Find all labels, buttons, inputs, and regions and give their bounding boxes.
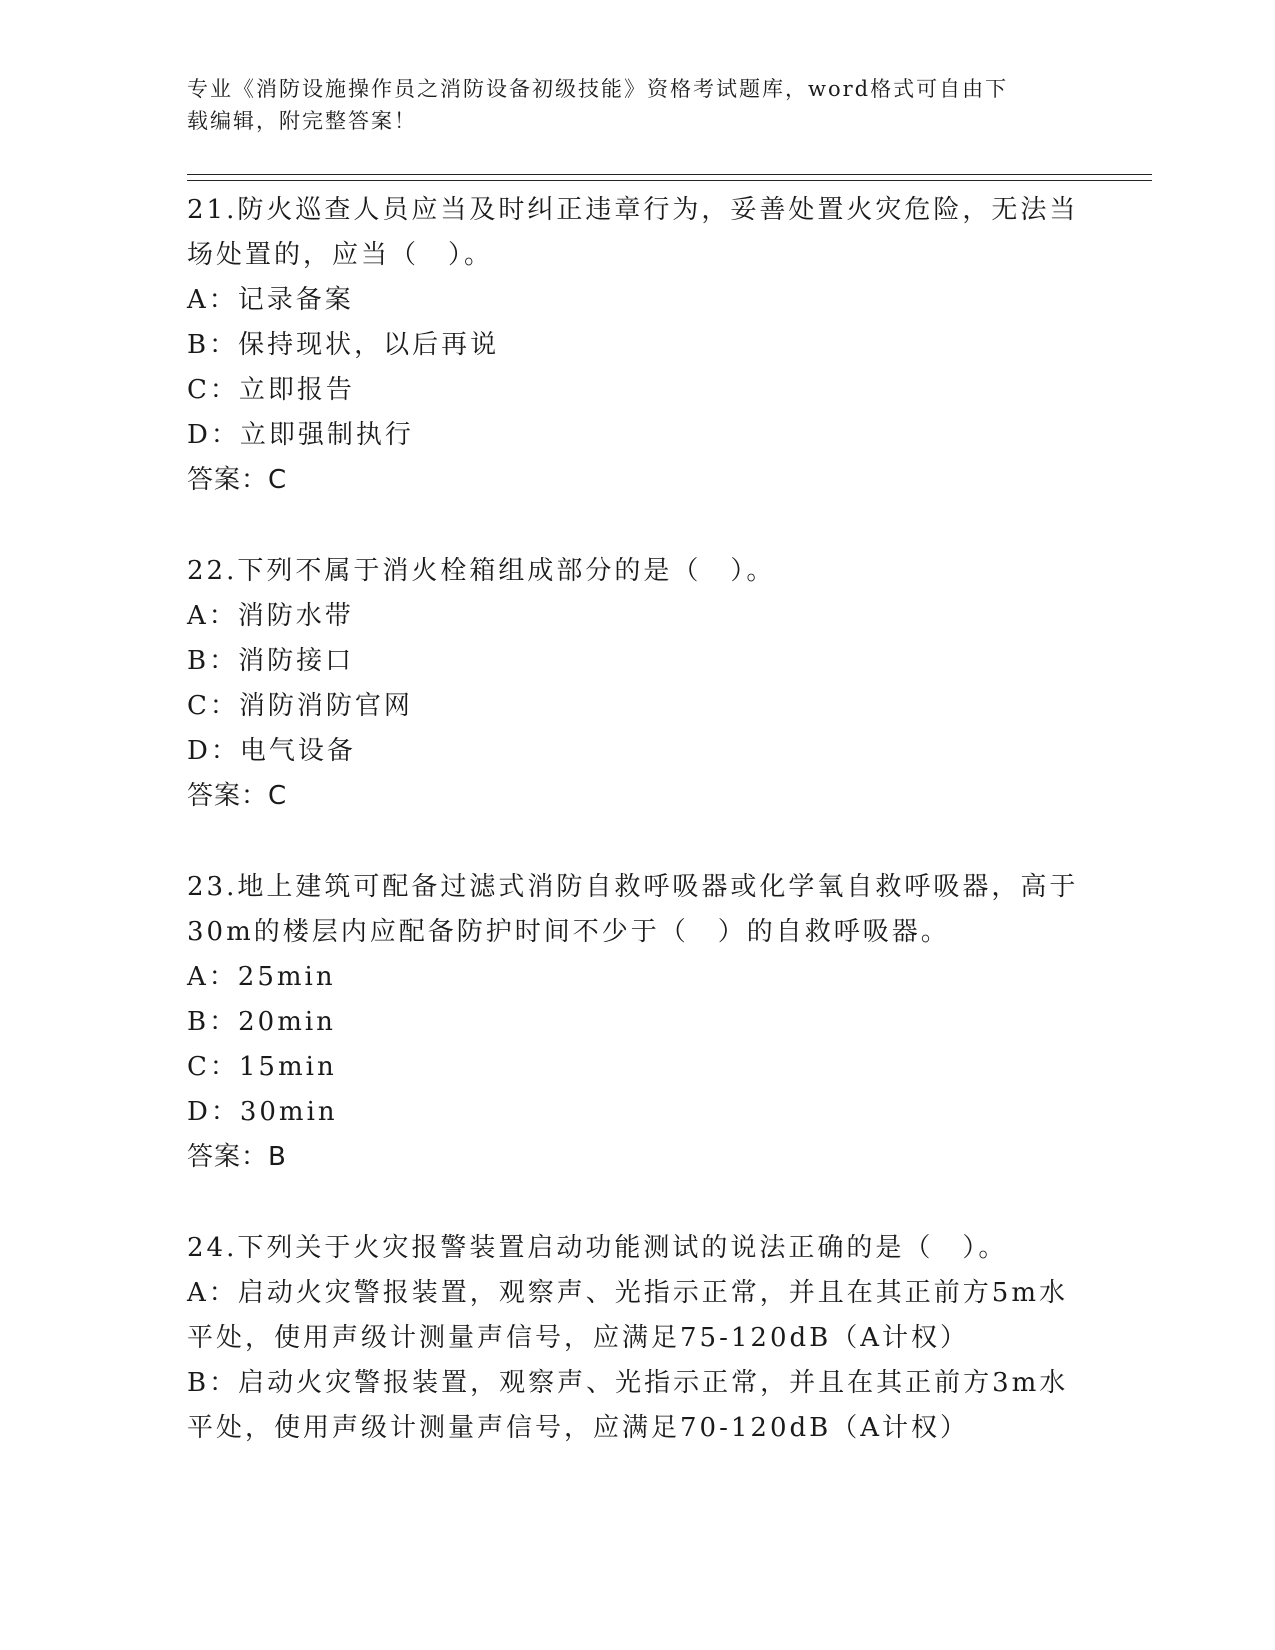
header-divider	[187, 180, 1152, 181]
option-d: D：立即强制执行	[187, 420, 414, 450]
question-stem: 24.下列关于火灾报警装置启动功能测试的说法正确的是（ ）。	[187, 1233, 1008, 1263]
option-a: A：消防水带	[187, 601, 354, 631]
option-b: B：启动火灾警报装置，观察声、光指示正常，并且在其正前方3m水	[187, 1368, 1069, 1398]
option-b: B：保持现状，以后再说	[187, 330, 500, 360]
question-21	[187, 188, 1087, 503]
answer: 答案：B	[187, 1142, 287, 1172]
option-a: A：25min	[187, 962, 336, 992]
answer: 答案：C	[187, 465, 288, 495]
option-c: C：立即报告	[187, 375, 355, 405]
question-stem: 22.下列不属于消火栓箱组成部分的是（ ）。	[187, 556, 776, 586]
option-c: C：15min	[187, 1052, 337, 1082]
header-line: 专业《消防设施操作员之消防设备初级技能》资格考试题库，word格式可自由下	[187, 77, 1009, 101]
option-d: D：30min	[187, 1097, 338, 1127]
option-b: B：20min	[187, 1007, 336, 1037]
question-23	[187, 865, 1087, 1180]
option-c: C：消防消防官网	[187, 691, 413, 721]
option-a: A：启动火灾警报装置，观察声、光指示正常，并且在其正前方5m水	[187, 1278, 1068, 1308]
option-a: A：记录备案	[187, 285, 354, 315]
answer: 答案：C	[187, 781, 288, 811]
question-stem: 30m的楼层内应配备防护时间不少于（ ）的自救呼吸器。	[187, 917, 950, 947]
header-divider	[187, 174, 1152, 175]
question-spacer	[187, 819, 1087, 865]
question-stem: 23.地上建筑可配备过滤式消防自救呼吸器或化学氧自救呼吸器，高于	[187, 872, 1079, 902]
question-stem: 场处置的，应当（ ）。	[187, 240, 494, 270]
question-list	[187, 188, 1087, 1451]
option-b: B：消防接口	[187, 646, 355, 676]
question-spacer	[187, 503, 1087, 549]
question-stem: 21.防火巡查人员应当及时纠正违章行为，妥善处置火灾危险，无法当	[187, 195, 1079, 225]
header-line: 载编辑，附完整答案！	[187, 109, 417, 133]
option-a-continued: 平处，使用声级计测量声信号，应满足75-120dB（A计权）	[187, 1323, 970, 1353]
question-24	[187, 1226, 1087, 1451]
document-header	[187, 73, 1067, 137]
option-b-continued: 平处，使用声级计测量声信号，应满足70-120dB（A计权）	[187, 1413, 970, 1443]
question-22	[187, 549, 1087, 819]
option-d: D：电气设备	[187, 736, 356, 766]
question-spacer	[187, 1180, 1087, 1226]
